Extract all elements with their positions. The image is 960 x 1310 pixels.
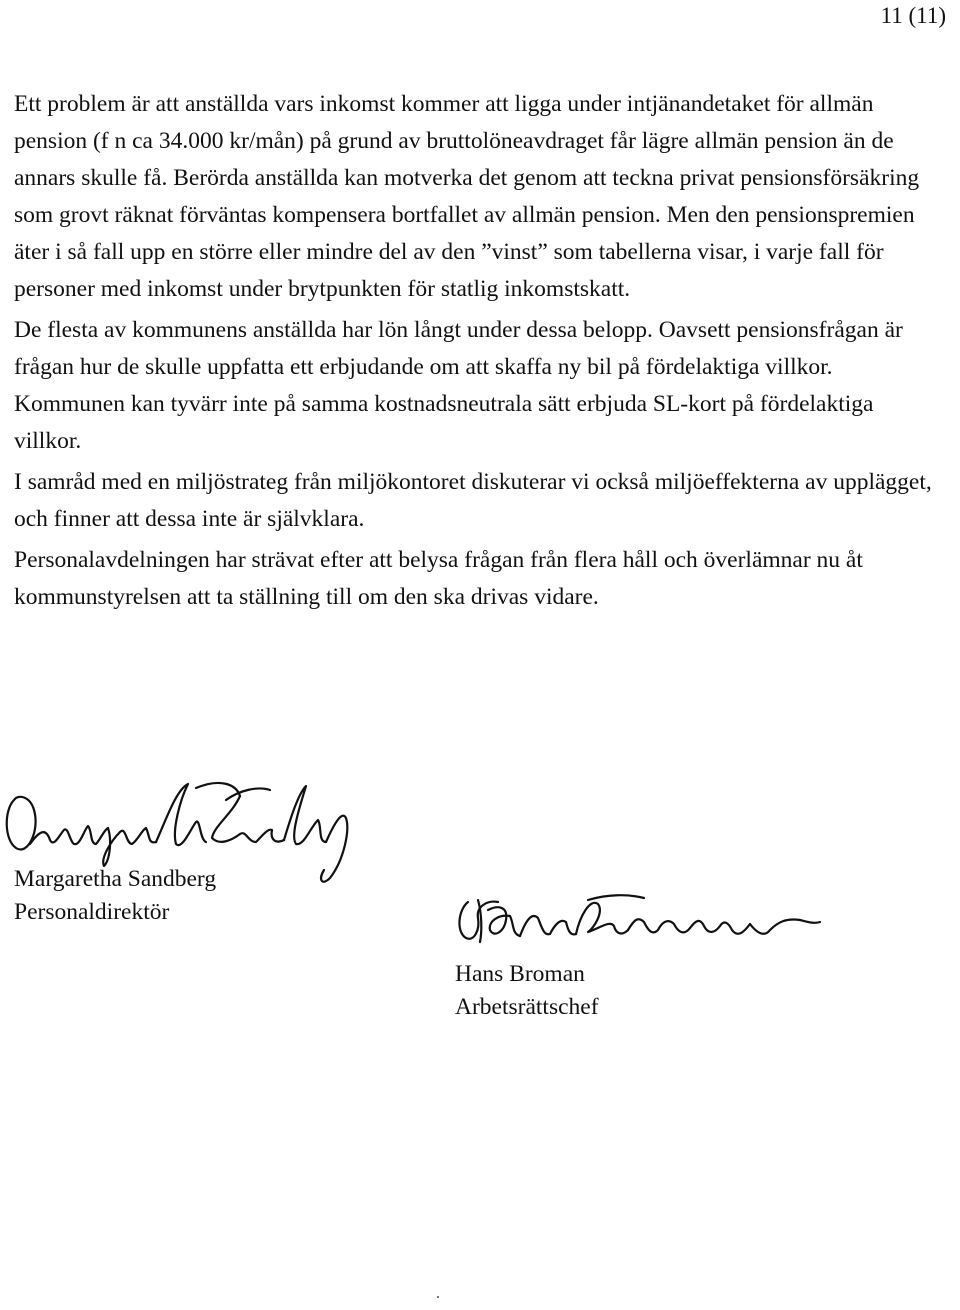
signatory-title: Personaldirektör bbox=[14, 899, 170, 925]
signatory-right bbox=[455, 958, 599, 1024]
paragraph-employees: De flesta av kommunens anställda har lön långt under dessa belopp. Oavsett pensionsfrågan är frågan hur de skulle uppfatta ett erbjudande om att skaffa ny bil på fördelaktiga villkor. Kommunen kan tyvärr inte på samma kostnadsneutrala sätt erbjuda SL-kort på fördelaktiga villkor. bbox=[14, 317, 903, 454]
page-number: 11 (11) bbox=[880, 3, 946, 28]
signatory-name: Margaretha Sandberg bbox=[14, 866, 217, 892]
signatory-title: Arbetsrättschef bbox=[455, 994, 599, 1020]
paragraph-pension: Ett problem är att anställda vars inkomst kommer att ligga under intjänandetaket för allmän pension (f n ca 34.000 kr/mån) på grund av bruttolöneavdraget får lägre allmän pension än de annars skulle få. Berörda anställda kan motverka det genom att teckna privat pensionsförsäkring som grovt räknat förväntas kompensera bortfallet av allmän pension. Men den pensionspremien äter i så fall upp en större eller mindre del av den ”vinst” som tabellerna visar, i varje fall för personer med inkomst under brytpunkten för statlig inkomstskatt. bbox=[14, 91, 920, 302]
paragraph-environment: I samråd med en miljöstrateg från miljökontoret diskuterar vi också miljöeffekterna av upplägget, och finner att dessa inte är självklara. bbox=[14, 469, 932, 532]
paragraph-conclusion: Personalavdelningen har strävat efter att belysa frågan från flera håll och överlämnar nu åt kommunstyrelsen att ta ställning till om den ska drivas vidare. bbox=[14, 547, 863, 610]
signatory-name: Hans Broman bbox=[455, 961, 585, 987]
scan-speck bbox=[437, 1296, 439, 1298]
letter-body bbox=[14, 86, 944, 620]
signature-hans-broman bbox=[448, 880, 828, 960]
signatory-left bbox=[14, 863, 216, 929]
